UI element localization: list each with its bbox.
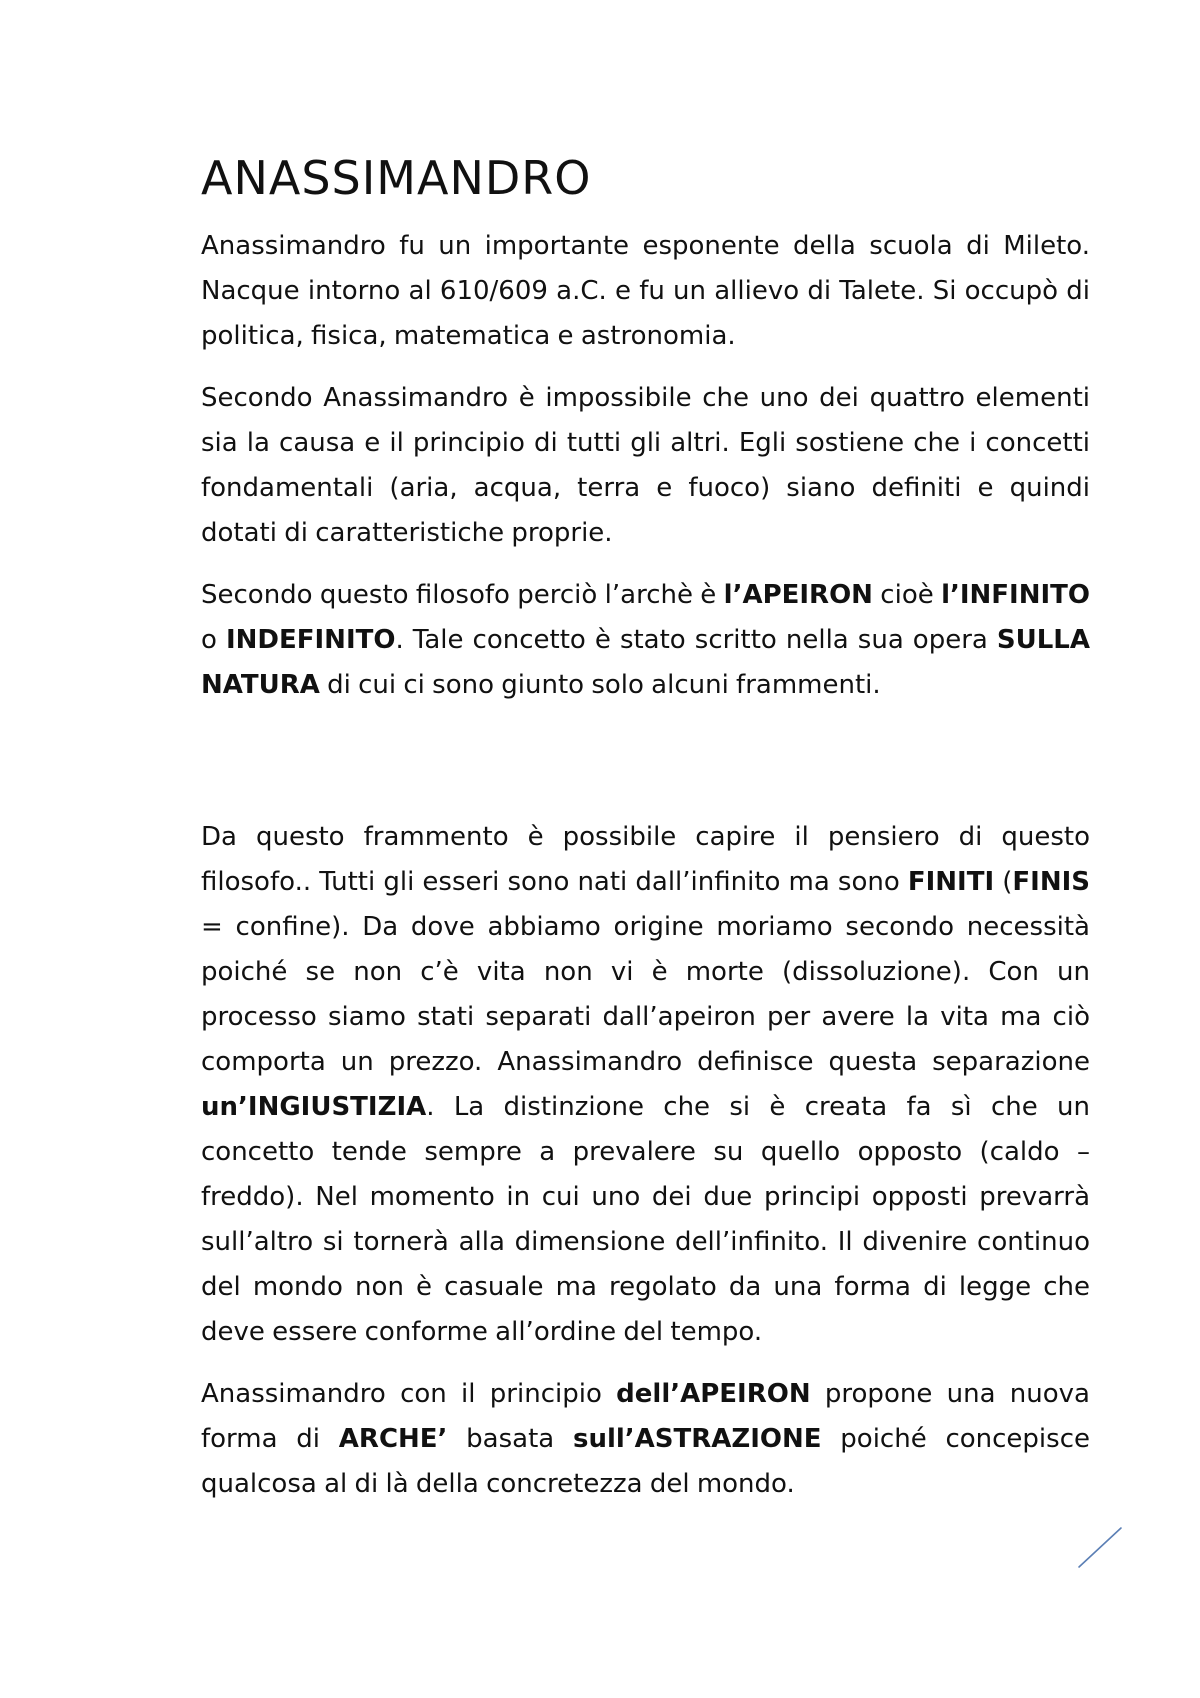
pen-stroke-mark [1075,1525,1125,1570]
paragraph-intro: Anassimandro fu un importante esponente della scuola di Mileto. Nacque intorno al 610/609 a.C. e fu un allievo di Talete. Si occupò di politica, fisica, matematica e astronomia. [201,231,1090,351]
text-run: ( [994,867,1013,897]
paragraph-fragment [201,815,1090,1355]
text-run: Anassimandro con il principio [201,1379,617,1409]
paragraph-elements: Secondo Anassimandro è impossibile che uno dei quattro elementi sia la causa e il principio di tutti gli altri. Egli sostiene che i concetti fondamentali (aria, acqua, terra e fuoco) siano definiti e quindi dotati di caratteristiche proprie. [201,383,1090,548]
text-run: Da questo frammento è possibile capire il pensiero di questo filosofo.. Tutti gli esseri sono nati dall’infinito ma sono [201,822,1090,897]
document-body [201,146,1090,1524]
text-run: Secondo questo filosofo perciò l’archè è [201,580,724,610]
bold-term-infinito: l’INFINITO [941,580,1090,610]
bold-term-finis: FINIS [1012,867,1090,897]
text-run: . La distinzione che si è creata fa sì che un concetto tende sempre a prevalere su quello opposto (caldo – freddo). Nel momento in cui uno dei due principi opposti prevarrà sull’altro si tornerà alla dimensione dell’infinito. Il divenire continuo del mondo non è casuale ma regolato da una forma di legge che deve essere conforme all’ordine del tempo. [201,1092,1090,1347]
text-run: . Tale concetto è stato scritto nella sua opera [395,625,997,655]
blank-space [201,725,1090,815]
text-run: propone una nuova forma di [201,1379,1090,1454]
text-run: di cui ci sono giunto solo alcuni frammenti. [319,670,881,700]
bold-term-finiti: FINITI [907,867,995,897]
bold-term-ingiustizia: un’INGIUSTIZIA [201,1092,427,1122]
bold-term-arche: ARCHE’ [338,1424,448,1454]
document-title: ANASSIMANDRO [201,151,592,205]
paragraph-conclusion [201,1372,1090,1507]
text-run: basata [447,1424,573,1454]
bold-term-dell-apeiron: dell’APEIRON [616,1379,811,1409]
text-run: cioè [872,580,942,610]
paragraph-apeiron [201,573,1090,708]
bold-term-indefinito: INDEFINITO [225,625,396,655]
bold-term-sulla-natura: SULLA NATURA [201,625,1090,700]
text-run: poiché concepisce qualcosa al di là della concretezza del mondo. [201,1424,1090,1499]
bold-term-astrazione: sull’ASTRAZIONE [572,1424,822,1454]
text-run: = confine). Da dove abbiamo origine moriamo secondo necessità poiché se non c’è vita non vi è morte (dissoluzione). Con un processo siamo stati separati dall’apeiron per avere la vita ma ciò comporta un prezzo. Anassimandro definisce questa separazione [201,912,1090,1077]
text-run: o [201,625,226,655]
bold-term-apeiron: l’APEIRON [723,580,873,610]
